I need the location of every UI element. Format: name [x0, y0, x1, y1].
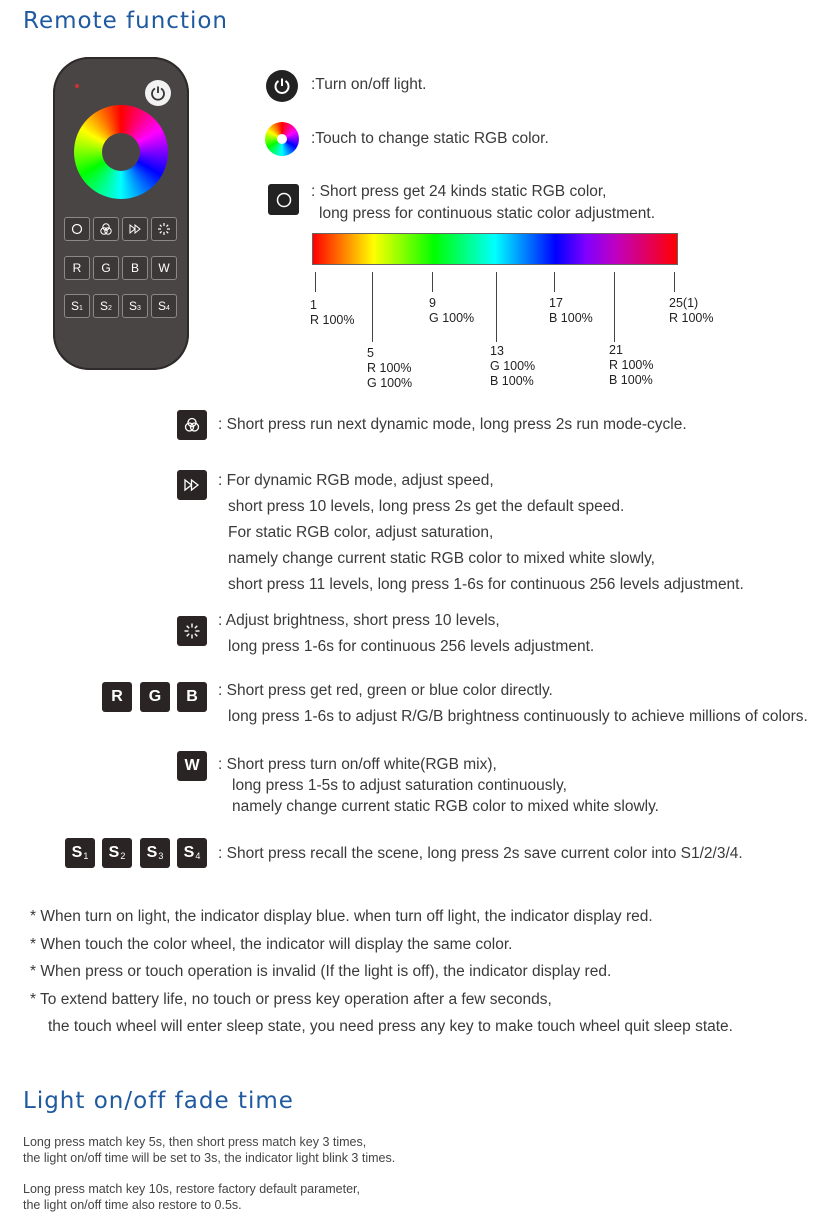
- note-item: * When turn on light, the indicator display blue. when turn off light, the indicator display red.: [30, 908, 653, 925]
- w-description: : Short press turn on/off white(RGB mix), long press 1-5s to adjust saturation continuously, namely change current static RGB color to mixed white slowly.: [218, 756, 659, 815]
- section-title: Remote function: [23, 8, 229, 34]
- power-icon: [266, 70, 298, 102]
- remote-circle-key: [64, 217, 90, 241]
- spectrum-label-5: 5 R 100% G 100%: [367, 346, 413, 390]
- remote-brightness-key: [151, 217, 177, 241]
- w-key: W: [177, 751, 207, 781]
- s1-key: S $_1$: [65, 838, 95, 868]
- wheel-description: :Touch to change static RGB color.: [311, 130, 549, 147]
- remote-w-key: W: [151, 256, 177, 280]
- mode-description: : Short press run next dynamic mode, long press 2s run mode-cycle.: [218, 416, 687, 433]
- r-key: R: [102, 682, 132, 712]
- brightness-description: : Adjust brightness, short press 10 levels, long press 1-6s for continuous 256 levels adjustment.: [218, 612, 595, 655]
- color-wheel-icon: [265, 122, 299, 156]
- spectrum-label-13: 13 G 100% B 100%: [490, 344, 536, 388]
- remote-illustration: [53, 57, 189, 370]
- b-key: B: [177, 682, 207, 712]
- color-wheel-icon: [74, 105, 168, 199]
- spectrum-label-17: 17 B 100%: [549, 296, 593, 325]
- remote-mode-key: [93, 217, 119, 241]
- remote-s3-key: S $_3$: [122, 294, 148, 318]
- note-item: * When press or touch operation is invalid (If the light is off), the indicator display red.: [30, 963, 612, 980]
- fade-para-2: Long press match key 10s, restore factory default parameter, the light on/off time also restore to 0.5s.: [23, 1182, 360, 1212]
- speed-icon: [177, 470, 207, 500]
- section-title: Light on/off fade time: [23, 1088, 294, 1114]
- speed-description: : For dynamic RGB mode, adjust speed, short press 10 levels, long press 2s get the default speed. For static RGB color, adjust saturation, namely change current static RGB color to mixed white slowly, short press 11 levels, long press 1-6s for continuous 256 levels adjustment.: [218, 472, 744, 593]
- static-key-description: : Short press get 24 kinds static RGB color, long press for continuous static color adjustment.: [311, 183, 656, 222]
- s4-key: S $_4$: [177, 838, 207, 868]
- note-item: the touch wheel will enter sleep state, you need press any key to make touch wheel quit sleep state.: [48, 1018, 733, 1035]
- remote-power-icon: [145, 80, 171, 106]
- note-item: * To extend battery life, no touch or press key operation after a few seconds,: [30, 990, 552, 1008]
- spectrum-label-25: 25(1) R 100%: [669, 296, 714, 325]
- brightness-icon: [177, 616, 207, 646]
- spectrum-label-1: 1 R 100%: [310, 298, 355, 327]
- remote-r-key: R: [64, 256, 90, 280]
- s2-key: S $_2$: [102, 838, 132, 868]
- remote-g-key: G: [93, 256, 119, 280]
- remote-s1-key: S $_1$: [64, 294, 90, 318]
- spectrum-label-9: 9 G 100%: [429, 296, 475, 325]
- remote-s4-key: S $_4$: [151, 294, 177, 318]
- s3-key: S $_3$: [140, 838, 170, 868]
- circle-key-icon: [268, 184, 299, 215]
- scene-description: : Short press recall the scene, long press 2s save current color into S1/2/3/4.: [218, 845, 743, 862]
- remote-s2-key: S $_2$: [93, 294, 119, 318]
- fade-para-1: Long press match key 5s, then short press match key 3 times, the light on/off time will be set to 3s, the indicator light blink 3 times.: [23, 1135, 396, 1165]
- rgb-description: : Short press get red, green or blue color directly. long press 1-6s to adjust R/G/B brightness continuously to achieve millions of colors.: [218, 682, 808, 725]
- remote-speed-key: [122, 217, 148, 241]
- power-description: :Turn on/off light.: [311, 76, 427, 93]
- remote-b-key: B: [122, 256, 148, 280]
- notes-list: [30, 903, 733, 1041]
- g-key: G: [140, 682, 170, 712]
- spectrum-label-21: 21 R 100% B 100%: [609, 343, 654, 387]
- indicator-led: [75, 84, 79, 88]
- mode-icon: [177, 410, 207, 440]
- color-spectrum-bar: [312, 233, 678, 265]
- note-item: * When touch the color wheel, the indicator will display the same color.: [30, 935, 513, 953]
